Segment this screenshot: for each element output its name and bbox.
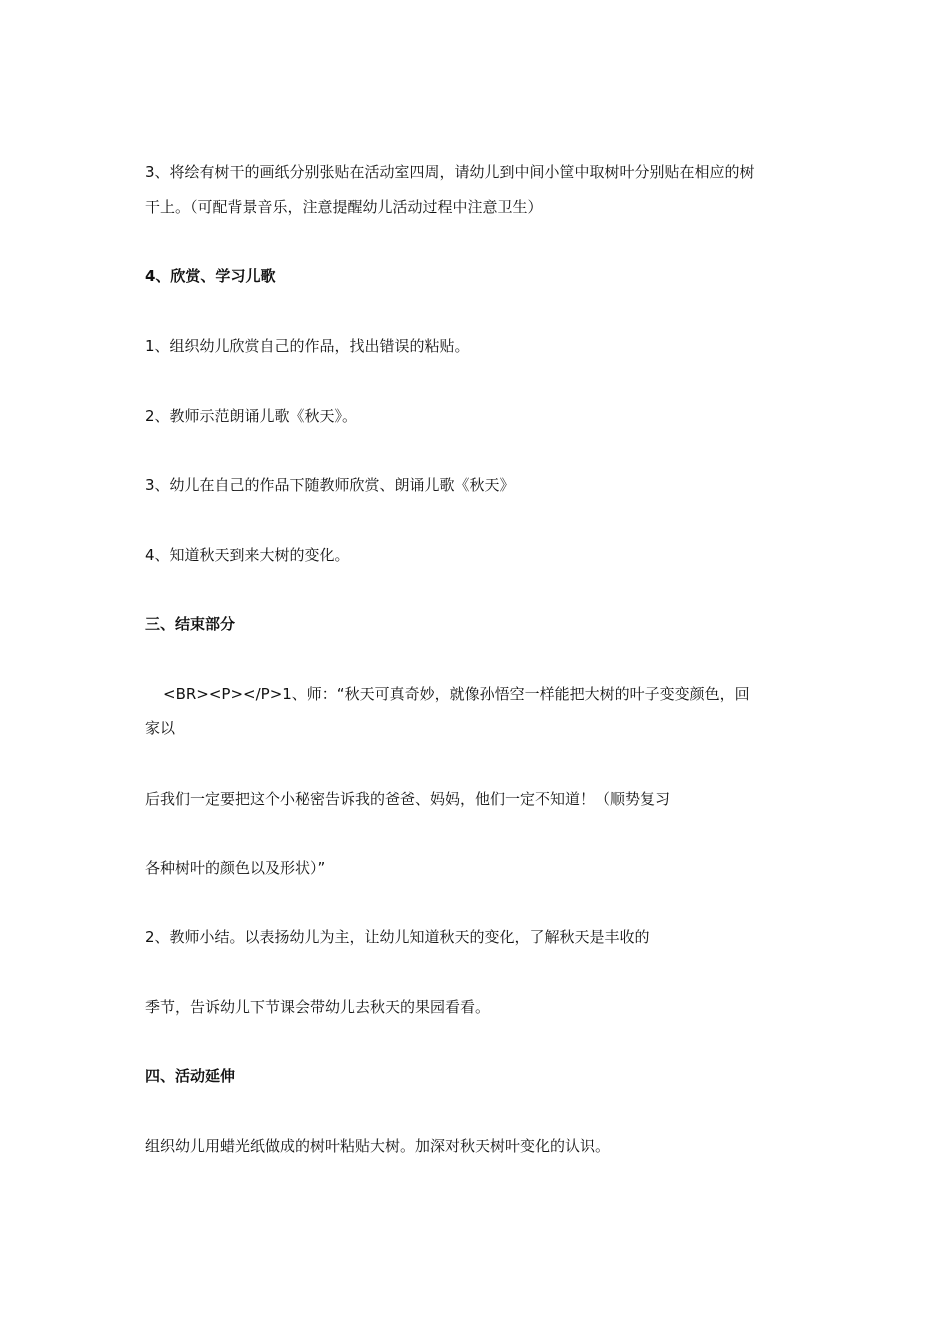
section-heading-appreciate: 4、欣赏、学习儿歌 [145, 267, 276, 285]
paragraph-summary-line2: 季节，告诉幼儿下节课会带幼儿去秋天的果园看看。 [145, 998, 491, 1016]
paragraph-teacher-line1: <BR><P></P>1、师：“秋天可真奇妙，就像孙悟空一样能把大树的叶子变变颜色，回 [163, 685, 750, 703]
paragraph-extension: 组织幼儿用蜡光纸做成的树叶粘贴大树。加深对秋天树叶变化的认识。 [145, 1137, 611, 1155]
paragraph-step3-line2: 干上。（可配背景音乐，注意提醒幼儿活动过程中注意卫生） [145, 198, 543, 216]
paragraph-step3-line1: 3、将绘有树干的画纸分别张贴在活动室四周，请幼儿到中间小筐中取树叶分别贴在相应的树 [145, 163, 755, 181]
paragraph-item4: 4、知道秋天到来大树的变化。 [145, 546, 350, 564]
section-heading-extension: 四、活动延伸 [145, 1067, 236, 1085]
paragraph-item1: 1、组织幼儿欣赏自己的作品，找出错误的粘贴。 [145, 337, 470, 355]
paragraph-summary-line1: 2、教师小结。以表扬幼儿为主，让幼儿知道秋天的变化，了解秋天是丰收的 [145, 928, 650, 946]
paragraph-item3: 3、幼儿在自己的作品下随教师欣赏、朗诵儿歌《秋天》 [145, 476, 515, 494]
paragraph-teacher-line3: 后我们一定要把这个小秘密告诉我的爸爸、妈妈，他们一定不知道！（顺势复习 [145, 790, 671, 808]
paragraph-teacher-line2: 家以 [145, 719, 176, 737]
paragraph-teacher-line4: 各种树叶的颜色以及形状）” [145, 859, 326, 877]
section-heading-ending: 三、结束部分 [145, 615, 236, 633]
paragraph-item2: 2、教师示范朗诵儿歌《秋天》。 [145, 407, 358, 425]
